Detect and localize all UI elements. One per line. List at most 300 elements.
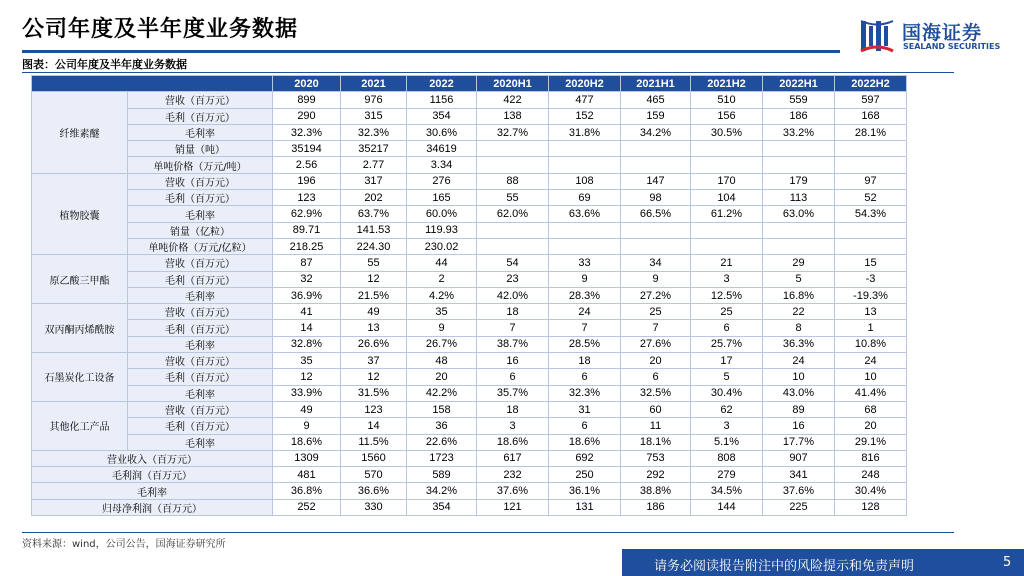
value-cell: 26.7% bbox=[407, 336, 477, 352]
value-cell: 121 bbox=[477, 499, 549, 515]
value-cell: 29 bbox=[763, 255, 835, 271]
value-cell: 899 bbox=[273, 92, 341, 108]
value-cell: 34.2% bbox=[407, 483, 477, 499]
value-cell: 35194 bbox=[273, 141, 341, 157]
total-row bbox=[32, 450, 907, 466]
value-cell: 28.5% bbox=[549, 336, 621, 352]
value-cell: 6 bbox=[549, 418, 621, 434]
value-cell: 42.2% bbox=[407, 385, 477, 401]
table-caption: 图表：公司年度及半年度业务数据 bbox=[22, 58, 187, 71]
metric-label: 营收（百万元） bbox=[128, 401, 273, 417]
value-cell: 11.5% bbox=[341, 434, 407, 450]
value-cell: 617 bbox=[477, 450, 549, 466]
value-cell: 14 bbox=[273, 320, 341, 336]
value-cell: 43.0% bbox=[763, 385, 835, 401]
value-cell: 37.6% bbox=[477, 483, 549, 499]
value-cell: 24 bbox=[835, 353, 907, 369]
value-cell: 13 bbox=[835, 304, 907, 320]
value-cell: 252 bbox=[273, 499, 341, 515]
value-cell: 123 bbox=[273, 190, 341, 206]
value-cell: 36.8% bbox=[273, 483, 341, 499]
value-cell: 16 bbox=[763, 418, 835, 434]
value-cell: 248 bbox=[835, 467, 907, 483]
value-cell: 15 bbox=[835, 255, 907, 271]
value-cell bbox=[763, 238, 835, 254]
value-cell: 21.5% bbox=[341, 287, 407, 303]
value-cell: 232 bbox=[477, 467, 549, 483]
value-cell: 477 bbox=[549, 92, 621, 108]
value-cell: 976 bbox=[341, 92, 407, 108]
value-cell: 104 bbox=[691, 190, 763, 206]
value-cell bbox=[621, 157, 691, 173]
value-cell: 60 bbox=[621, 401, 691, 417]
value-cell: 14 bbox=[341, 418, 407, 434]
value-cell bbox=[691, 238, 763, 254]
value-cell: 33 bbox=[549, 255, 621, 271]
value-cell bbox=[763, 222, 835, 238]
value-cell: 113 bbox=[763, 190, 835, 206]
value-cell: 7 bbox=[621, 320, 691, 336]
value-cell: 168 bbox=[835, 108, 907, 124]
value-cell bbox=[621, 238, 691, 254]
value-cell: 32.5% bbox=[621, 385, 691, 401]
value-cell: 37.6% bbox=[763, 483, 835, 499]
value-cell: 589 bbox=[407, 467, 477, 483]
value-cell: 27.6% bbox=[621, 336, 691, 352]
value-cell: 3 bbox=[691, 271, 763, 287]
metric-label: 毛利率 bbox=[128, 287, 273, 303]
value-cell: 7 bbox=[549, 320, 621, 336]
value-cell: 32.7% bbox=[477, 124, 549, 140]
table-row bbox=[32, 92, 907, 108]
value-cell: 60.0% bbox=[407, 206, 477, 222]
value-cell: 202 bbox=[341, 190, 407, 206]
value-cell: 2.56 bbox=[273, 157, 341, 173]
value-cell: 12 bbox=[341, 369, 407, 385]
value-cell: 22 bbox=[763, 304, 835, 320]
value-cell: 18 bbox=[477, 304, 549, 320]
value-cell: 63.7% bbox=[341, 206, 407, 222]
value-cell: 138 bbox=[477, 108, 549, 124]
value-cell: 354 bbox=[407, 108, 477, 124]
column-header: 2021 bbox=[341, 76, 407, 92]
table-row bbox=[32, 255, 907, 271]
value-cell: 9 bbox=[407, 320, 477, 336]
value-cell: 22.6% bbox=[407, 434, 477, 450]
value-cell: 27.2% bbox=[621, 287, 691, 303]
value-cell: 131 bbox=[549, 499, 621, 515]
value-cell: 25 bbox=[621, 304, 691, 320]
value-cell bbox=[835, 222, 907, 238]
value-cell: 26.6% bbox=[341, 336, 407, 352]
value-cell: 44 bbox=[407, 255, 477, 271]
value-cell: 147 bbox=[621, 173, 691, 189]
value-cell: 230.02 bbox=[407, 238, 477, 254]
value-cell bbox=[621, 141, 691, 157]
value-cell: 5.1% bbox=[691, 434, 763, 450]
value-cell: 54.3% bbox=[835, 206, 907, 222]
value-cell: 317 bbox=[341, 173, 407, 189]
value-cell: 30.4% bbox=[691, 385, 763, 401]
table-row bbox=[32, 173, 907, 189]
total-row bbox=[32, 499, 907, 515]
value-cell: 87 bbox=[273, 255, 341, 271]
value-cell: 23 bbox=[477, 271, 549, 287]
value-cell: 18.6% bbox=[477, 434, 549, 450]
value-cell: 276 bbox=[407, 173, 477, 189]
value-cell: 11 bbox=[621, 418, 691, 434]
value-cell: 225 bbox=[763, 499, 835, 515]
title-divider bbox=[22, 50, 840, 53]
value-cell: 35 bbox=[273, 353, 341, 369]
value-cell: 54 bbox=[477, 255, 549, 271]
value-cell bbox=[549, 157, 621, 173]
metric-label: 销量（吨） bbox=[128, 141, 273, 157]
value-cell: 32.3% bbox=[341, 124, 407, 140]
value-cell: 18 bbox=[477, 401, 549, 417]
page-number: 5 bbox=[1003, 555, 1012, 570]
column-header: 2021H2 bbox=[691, 76, 763, 92]
value-cell: 10 bbox=[763, 369, 835, 385]
value-cell: 36 bbox=[407, 418, 477, 434]
value-cell: 354 bbox=[407, 499, 477, 515]
value-cell: 5 bbox=[763, 271, 835, 287]
value-cell: 18.1% bbox=[621, 434, 691, 450]
value-cell: 510 bbox=[691, 92, 763, 108]
value-cell: 17 bbox=[691, 353, 763, 369]
source-divider bbox=[22, 532, 954, 533]
metric-label: 毛利率 bbox=[128, 385, 273, 401]
value-cell: 156 bbox=[691, 108, 763, 124]
column-header: 2020 bbox=[273, 76, 341, 92]
value-cell: 3 bbox=[477, 418, 549, 434]
value-cell: 32.8% bbox=[273, 336, 341, 352]
value-cell: 97 bbox=[835, 173, 907, 189]
value-cell: 98 bbox=[621, 190, 691, 206]
total-metric-label: 营业收入（百万元） bbox=[32, 450, 273, 466]
value-cell: -3 bbox=[835, 271, 907, 287]
value-cell: 89.71 bbox=[273, 222, 341, 238]
value-cell: 38.8% bbox=[621, 483, 691, 499]
value-cell: 481 bbox=[273, 467, 341, 483]
value-cell: 49 bbox=[341, 304, 407, 320]
value-cell: 753 bbox=[621, 450, 691, 466]
value-cell: 10.8% bbox=[835, 336, 907, 352]
value-cell: 16 bbox=[477, 353, 549, 369]
company-logo bbox=[860, 16, 1010, 56]
value-cell bbox=[691, 141, 763, 157]
value-cell: 55 bbox=[477, 190, 549, 206]
total-metric-label: 毛利润（百万元） bbox=[32, 467, 273, 483]
metric-label: 单吨价格（万元/亿粒） bbox=[128, 238, 273, 254]
value-cell: 30.6% bbox=[407, 124, 477, 140]
table-row bbox=[32, 157, 907, 173]
value-cell: 34619 bbox=[407, 141, 477, 157]
table-row bbox=[32, 401, 907, 417]
value-cell: 66.5% bbox=[621, 206, 691, 222]
segment-label: 石墨炭化工设备 bbox=[32, 353, 128, 402]
value-cell: 35.7% bbox=[477, 385, 549, 401]
value-cell: 20 bbox=[835, 418, 907, 434]
logo-text-cn: 国海证券 bbox=[902, 22, 983, 44]
table-header-row bbox=[32, 76, 907, 92]
metric-label: 毛利率 bbox=[128, 124, 273, 140]
value-cell: 186 bbox=[763, 108, 835, 124]
value-cell: 34.5% bbox=[691, 483, 763, 499]
sealand-logo-icon bbox=[860, 18, 894, 54]
value-cell: 2 bbox=[407, 271, 477, 287]
value-cell bbox=[549, 141, 621, 157]
table-row bbox=[32, 190, 907, 206]
value-cell: 570 bbox=[341, 467, 407, 483]
value-cell: 42.0% bbox=[477, 287, 549, 303]
segment-label: 纤维素醚 bbox=[32, 92, 128, 173]
value-cell: 25 bbox=[691, 304, 763, 320]
metric-label: 营收（百万元） bbox=[128, 304, 273, 320]
value-cell: 224.30 bbox=[341, 238, 407, 254]
value-cell: 61.2% bbox=[691, 206, 763, 222]
value-cell: 62.9% bbox=[273, 206, 341, 222]
value-cell: 32 bbox=[273, 271, 341, 287]
value-cell: 32.3% bbox=[549, 385, 621, 401]
column-header: 2021H1 bbox=[621, 76, 691, 92]
value-cell bbox=[763, 157, 835, 173]
value-cell: 128 bbox=[835, 499, 907, 515]
source-note: 资料来源：wind，公司公告，国海证券研究所 bbox=[22, 539, 226, 550]
table-row bbox=[32, 108, 907, 124]
column-header: 2020H1 bbox=[477, 76, 549, 92]
value-cell: 41 bbox=[273, 304, 341, 320]
value-cell: 292 bbox=[621, 467, 691, 483]
value-cell: 179 bbox=[763, 173, 835, 189]
value-cell: 35217 bbox=[341, 141, 407, 157]
metric-label: 营收（百万元） bbox=[128, 173, 273, 189]
segment-label: 其他化工产品 bbox=[32, 401, 128, 450]
value-cell: 8 bbox=[763, 320, 835, 336]
total-row bbox=[32, 467, 907, 483]
value-cell bbox=[835, 238, 907, 254]
value-cell: 9 bbox=[273, 418, 341, 434]
value-cell: 21 bbox=[691, 255, 763, 271]
value-cell: 41.4% bbox=[835, 385, 907, 401]
value-cell: 465 bbox=[621, 92, 691, 108]
table-row bbox=[32, 206, 907, 222]
value-cell: 89 bbox=[763, 401, 835, 417]
value-cell bbox=[621, 222, 691, 238]
table-row bbox=[32, 271, 907, 287]
metric-label: 毛利（百万元） bbox=[128, 369, 273, 385]
business-data-table bbox=[31, 75, 907, 516]
metric-label: 营收（百万元） bbox=[128, 255, 273, 271]
value-cell: 36.9% bbox=[273, 287, 341, 303]
value-cell: 692 bbox=[549, 450, 621, 466]
value-cell: 1 bbox=[835, 320, 907, 336]
value-cell: 31 bbox=[549, 401, 621, 417]
table-row bbox=[32, 124, 907, 140]
caption-divider bbox=[22, 72, 954, 73]
value-cell: 69 bbox=[549, 190, 621, 206]
value-cell: 36.6% bbox=[341, 483, 407, 499]
value-cell: 907 bbox=[763, 450, 835, 466]
value-cell: 5 bbox=[691, 369, 763, 385]
value-cell: 28.3% bbox=[549, 287, 621, 303]
value-cell: 36.1% bbox=[549, 483, 621, 499]
value-cell: 12.5% bbox=[691, 287, 763, 303]
value-cell: 108 bbox=[549, 173, 621, 189]
value-cell bbox=[477, 157, 549, 173]
table-row bbox=[32, 336, 907, 352]
table-row bbox=[32, 222, 907, 238]
value-cell: 1723 bbox=[407, 450, 477, 466]
value-cell: 25.7% bbox=[691, 336, 763, 352]
table-row bbox=[32, 304, 907, 320]
value-cell: 12 bbox=[341, 271, 407, 287]
value-cell: 12 bbox=[273, 369, 341, 385]
metric-label: 毛利（百万元） bbox=[128, 190, 273, 206]
value-cell bbox=[477, 238, 549, 254]
value-cell: 119.93 bbox=[407, 222, 477, 238]
total-metric-label: 归母净利润（百万元） bbox=[32, 499, 273, 515]
value-cell bbox=[477, 222, 549, 238]
table-row bbox=[32, 369, 907, 385]
value-cell: 1309 bbox=[273, 450, 341, 466]
value-cell: 62 bbox=[691, 401, 763, 417]
value-cell: 1156 bbox=[407, 92, 477, 108]
value-cell: 279 bbox=[691, 467, 763, 483]
value-cell: 159 bbox=[621, 108, 691, 124]
value-cell: 4.2% bbox=[407, 287, 477, 303]
metric-label: 营收（百万元） bbox=[128, 92, 273, 108]
value-cell: 17.7% bbox=[763, 434, 835, 450]
value-cell: 1560 bbox=[341, 450, 407, 466]
value-cell: 9 bbox=[621, 271, 691, 287]
value-cell bbox=[763, 141, 835, 157]
value-cell: 20 bbox=[621, 353, 691, 369]
value-cell: 63.6% bbox=[549, 206, 621, 222]
value-cell: 16.8% bbox=[763, 287, 835, 303]
table-row bbox=[32, 238, 907, 254]
metric-label: 毛利率 bbox=[128, 336, 273, 352]
value-cell: 559 bbox=[763, 92, 835, 108]
value-cell: 35 bbox=[407, 304, 477, 320]
table-row bbox=[32, 320, 907, 336]
value-cell: 52 bbox=[835, 190, 907, 206]
metric-label: 毛利（百万元） bbox=[128, 271, 273, 287]
metric-label: 毛利（百万元） bbox=[128, 108, 273, 124]
metric-label: 单吨价格（万元/吨） bbox=[128, 157, 273, 173]
table-row bbox=[32, 434, 907, 450]
logo-text-en: SEALAND SECURITIES bbox=[903, 42, 1001, 51]
value-cell: 28.1% bbox=[835, 124, 907, 140]
column-header: 2022 bbox=[407, 76, 477, 92]
value-cell: 33.2% bbox=[763, 124, 835, 140]
table-row bbox=[32, 141, 907, 157]
value-cell: 36.3% bbox=[763, 336, 835, 352]
value-cell: 341 bbox=[763, 467, 835, 483]
value-cell: 330 bbox=[341, 499, 407, 515]
value-cell: 422 bbox=[477, 92, 549, 108]
value-cell: 24 bbox=[549, 304, 621, 320]
value-cell: 6 bbox=[691, 320, 763, 336]
header-corner bbox=[32, 76, 273, 92]
value-cell: 123 bbox=[341, 401, 407, 417]
value-cell: 30.4% bbox=[835, 483, 907, 499]
value-cell: 34.2% bbox=[621, 124, 691, 140]
column-header: 2022H1 bbox=[763, 76, 835, 92]
value-cell: 152 bbox=[549, 108, 621, 124]
table-row bbox=[32, 385, 907, 401]
metric-label: 毛利率 bbox=[128, 434, 273, 450]
value-cell bbox=[549, 238, 621, 254]
value-cell: 2.77 bbox=[341, 157, 407, 173]
value-cell bbox=[691, 222, 763, 238]
value-cell: 37 bbox=[341, 353, 407, 369]
value-cell: 18 bbox=[549, 353, 621, 369]
value-cell: 31.8% bbox=[549, 124, 621, 140]
value-cell: 38.7% bbox=[477, 336, 549, 352]
value-cell: 20 bbox=[407, 369, 477, 385]
value-cell: 48 bbox=[407, 353, 477, 369]
table-row bbox=[32, 418, 907, 434]
value-cell: 196 bbox=[273, 173, 341, 189]
value-cell: 49 bbox=[273, 401, 341, 417]
segment-label: 原乙酸三甲酯 bbox=[32, 255, 128, 304]
segment-label: 植物胶囊 bbox=[32, 173, 128, 254]
value-cell: 18.6% bbox=[273, 434, 341, 450]
value-cell: 9 bbox=[549, 271, 621, 287]
value-cell: 24 bbox=[763, 353, 835, 369]
value-cell: 144 bbox=[691, 499, 763, 515]
value-cell: 186 bbox=[621, 499, 691, 515]
value-cell: 165 bbox=[407, 190, 477, 206]
metric-label: 营收（百万元） bbox=[128, 353, 273, 369]
value-cell: 3.34 bbox=[407, 157, 477, 173]
table-row bbox=[32, 353, 907, 369]
value-cell bbox=[691, 157, 763, 173]
value-cell: 10 bbox=[835, 369, 907, 385]
value-cell: 3 bbox=[691, 418, 763, 434]
value-cell: 29.1% bbox=[835, 434, 907, 450]
value-cell: 250 bbox=[549, 467, 621, 483]
value-cell: 13 bbox=[341, 320, 407, 336]
value-cell: 6 bbox=[549, 369, 621, 385]
metric-label: 毛利率 bbox=[128, 206, 273, 222]
value-cell bbox=[477, 141, 549, 157]
total-metric-label: 毛利率 bbox=[32, 483, 273, 499]
page-title: 公司年度及半年度业务数据 bbox=[22, 17, 299, 42]
value-cell: 18.6% bbox=[549, 434, 621, 450]
value-cell: 290 bbox=[273, 108, 341, 124]
value-cell: 6 bbox=[621, 369, 691, 385]
metric-label: 销量（亿粒） bbox=[128, 222, 273, 238]
value-cell: 816 bbox=[835, 450, 907, 466]
value-cell bbox=[835, 157, 907, 173]
column-header: 2022H2 bbox=[835, 76, 907, 92]
value-cell: 218.25 bbox=[273, 238, 341, 254]
value-cell: 7 bbox=[477, 320, 549, 336]
value-cell: 68 bbox=[835, 401, 907, 417]
value-cell: 62.0% bbox=[477, 206, 549, 222]
value-cell: 31.5% bbox=[341, 385, 407, 401]
footer-disclaimer: 请务必阅读报告附注中的风险提示和免责声明 bbox=[654, 559, 915, 574]
value-cell: 170 bbox=[691, 173, 763, 189]
metric-label: 毛利（百万元） bbox=[128, 320, 273, 336]
value-cell: -19.3% bbox=[835, 287, 907, 303]
column-header: 2020H2 bbox=[549, 76, 621, 92]
table-row bbox=[32, 287, 907, 303]
total-row bbox=[32, 483, 907, 499]
metric-label: 毛利（百万元） bbox=[128, 418, 273, 434]
